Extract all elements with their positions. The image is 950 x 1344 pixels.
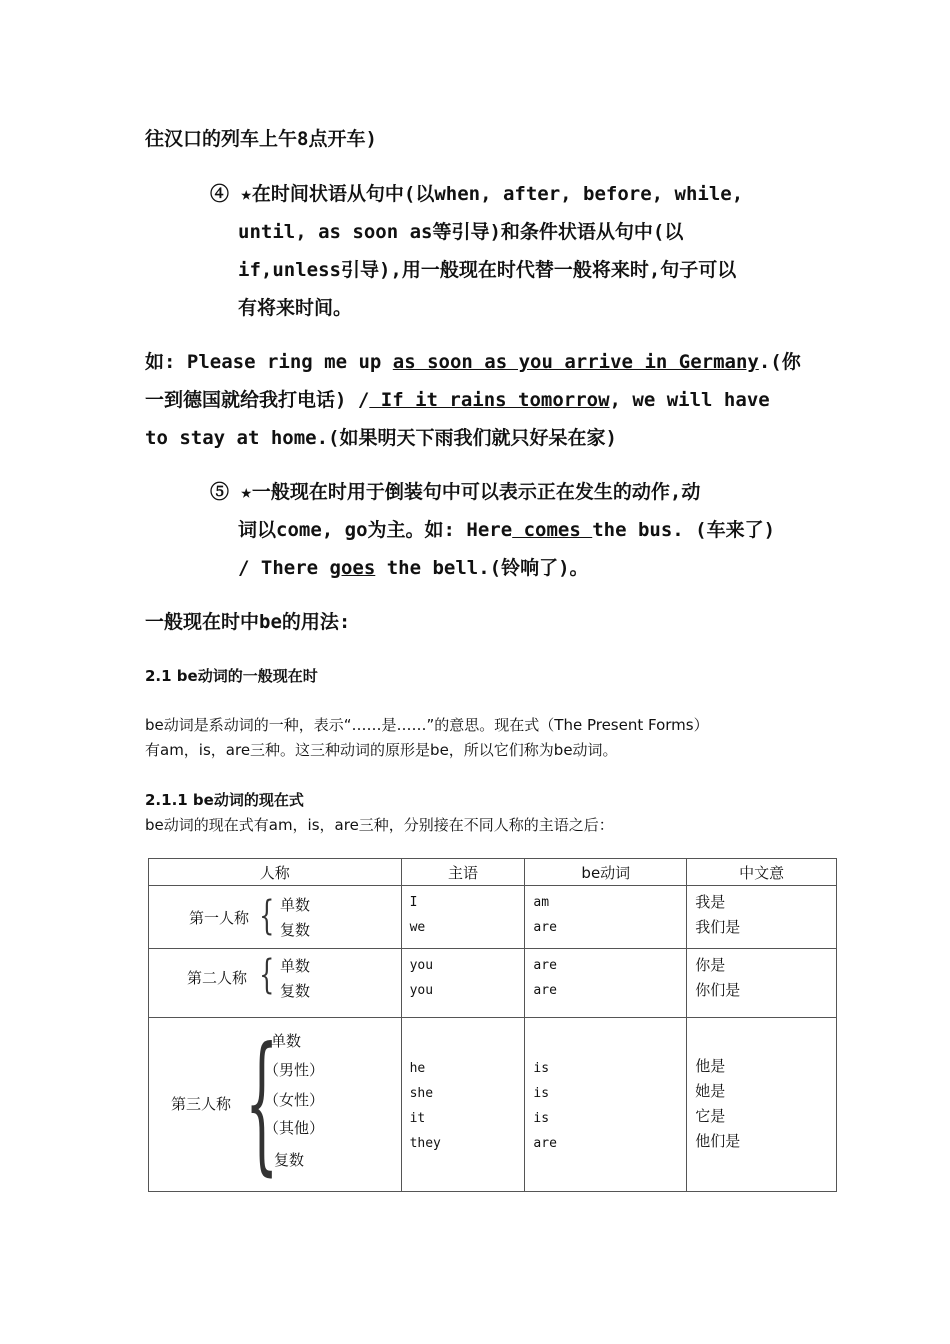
section-heading: 一般现在时中be的用法: bbox=[145, 611, 351, 633]
person-cell bbox=[149, 949, 402, 1018]
meaning: 她是 bbox=[695, 1082, 726, 1100]
be-verb: am bbox=[533, 895, 550, 910]
be-verb: is bbox=[533, 1111, 550, 1126]
meaning: 你们是 bbox=[695, 981, 741, 999]
number-label: 单数 bbox=[280, 957, 311, 975]
be-verb: are bbox=[533, 920, 557, 935]
subject: I bbox=[409, 895, 418, 910]
example-text: 如: Please ring me up bbox=[145, 351, 393, 373]
be-verb: is bbox=[533, 1086, 550, 1101]
subject: she bbox=[409, 1086, 434, 1101]
number-label: 单数 bbox=[280, 896, 311, 914]
brace-icon: { bbox=[259, 893, 275, 939]
number-label: 复数 bbox=[280, 982, 311, 1000]
item5-line3 bbox=[238, 549, 589, 587]
underlined-phrase: comes bbox=[512, 519, 593, 541]
underlined-phrase: as soon as you arrive in Germany bbox=[392, 351, 759, 373]
header-meaning: 中文意 bbox=[687, 859, 837, 886]
paragraph-line: be动词是系动词的一种，表示“……是……”的意思。现在式（The Present Forms） bbox=[145, 716, 709, 734]
item4-line3: if,unless引导),用一般现在时代替一般将来时,句子可以 bbox=[238, 259, 737, 281]
person-label: 第一人称 bbox=[189, 909, 250, 927]
table-header-row bbox=[149, 859, 837, 886]
header-subject: 主语 bbox=[401, 859, 525, 886]
header-be-verb: be动词 bbox=[525, 859, 687, 886]
header-person: 人称 bbox=[149, 859, 402, 886]
example1-line1 bbox=[145, 343, 801, 381]
person-label: 第二人称 bbox=[187, 969, 248, 987]
subject-cell bbox=[401, 949, 525, 1018]
example-text: , we will have bbox=[609, 389, 770, 411]
table-row bbox=[149, 886, 837, 949]
meaning: 他们是 bbox=[695, 1132, 741, 1150]
subject: it bbox=[409, 1111, 426, 1126]
number-label: 单数 bbox=[271, 1032, 302, 1050]
item4-line2: until, as soon as等引导)和条件状语从句中(以 bbox=[238, 221, 684, 243]
paragraph-line: be动词的现在式有am，is，are三种，分别接在不同人称的主语之后： bbox=[145, 816, 614, 834]
be-verb: is bbox=[533, 1061, 550, 1076]
meaning-cell bbox=[687, 1018, 837, 1192]
number-label: （其他） bbox=[264, 1119, 325, 1137]
table-row bbox=[149, 1018, 837, 1192]
subject: they bbox=[409, 1136, 441, 1151]
person-label: 第三人称 bbox=[171, 1095, 232, 1113]
number-label: 复数 bbox=[274, 1151, 305, 1169]
meaning: 他是 bbox=[695, 1057, 726, 1075]
number-label: （女性） bbox=[264, 1091, 325, 1109]
meaning-cell bbox=[687, 949, 837, 1018]
example-text: / There bbox=[238, 557, 330, 579]
meaning: 我们是 bbox=[695, 918, 741, 936]
verb-cell bbox=[525, 1018, 687, 1192]
be-verb: are bbox=[533, 958, 557, 973]
example-text: .(你 bbox=[758, 351, 801, 373]
brace-icon: { bbox=[245, 1016, 279, 1190]
verb-cell bbox=[525, 886, 687, 949]
person-cell bbox=[149, 886, 402, 949]
meaning: 你是 bbox=[695, 956, 726, 974]
heading-2-1: 2.1 be动词的一般现在时 bbox=[145, 667, 318, 685]
item5-line2 bbox=[238, 511, 775, 549]
number-label: （男性） bbox=[264, 1061, 325, 1079]
verb-cell bbox=[525, 949, 687, 1018]
subject: you bbox=[409, 958, 434, 973]
text-line: 往汉口的列车上午8点开车) bbox=[145, 128, 377, 150]
item4-line1: ④ ★在时间状语从句中(以when, after, before, while, bbox=[210, 183, 744, 205]
be-verb-table bbox=[148, 858, 837, 1192]
be-verb: are bbox=[533, 983, 557, 998]
person-cell bbox=[149, 1018, 402, 1192]
item5-line1: ⑤ ★一般现在时用于倒装句中可以表示正在发生的动作,动 bbox=[210, 481, 701, 503]
paragraph-line: 有am，is，are三种。这三种动词的原形是be，所以它们称为be动词。 bbox=[145, 741, 618, 759]
meaning: 我是 bbox=[695, 893, 726, 911]
example-text: the bus. (车来了) bbox=[592, 519, 776, 541]
underlined-phrase: goes bbox=[329, 557, 376, 579]
subject: we bbox=[409, 920, 426, 935]
example1-line3: to stay at home.(如果明天下雨我们就只好呆在家) bbox=[145, 427, 617, 449]
example1-line2 bbox=[145, 381, 770, 419]
example-text: 词以come, go为主。如: Here bbox=[238, 519, 513, 541]
number-label: 复数 bbox=[280, 921, 311, 939]
table-row bbox=[149, 949, 837, 1018]
subject: you bbox=[409, 983, 434, 998]
example-text: the bell.(铃响了)。 bbox=[375, 557, 589, 579]
subject: he bbox=[409, 1061, 426, 1076]
meaning: 它是 bbox=[695, 1107, 726, 1125]
item4-line4: 有将来时间。 bbox=[238, 297, 353, 319]
underlined-phrase: If it rains tomorrow bbox=[369, 389, 610, 411]
meaning-cell bbox=[687, 886, 837, 949]
brace-icon: { bbox=[259, 952, 275, 998]
example-text: 一到德国就给我打电话) / bbox=[145, 389, 370, 411]
subject-cell bbox=[401, 886, 525, 949]
heading-2-1-1: 2.1.1 be动词的现在式 bbox=[145, 791, 304, 809]
be-verb: are bbox=[533, 1136, 557, 1151]
subject-cell bbox=[401, 1018, 525, 1192]
